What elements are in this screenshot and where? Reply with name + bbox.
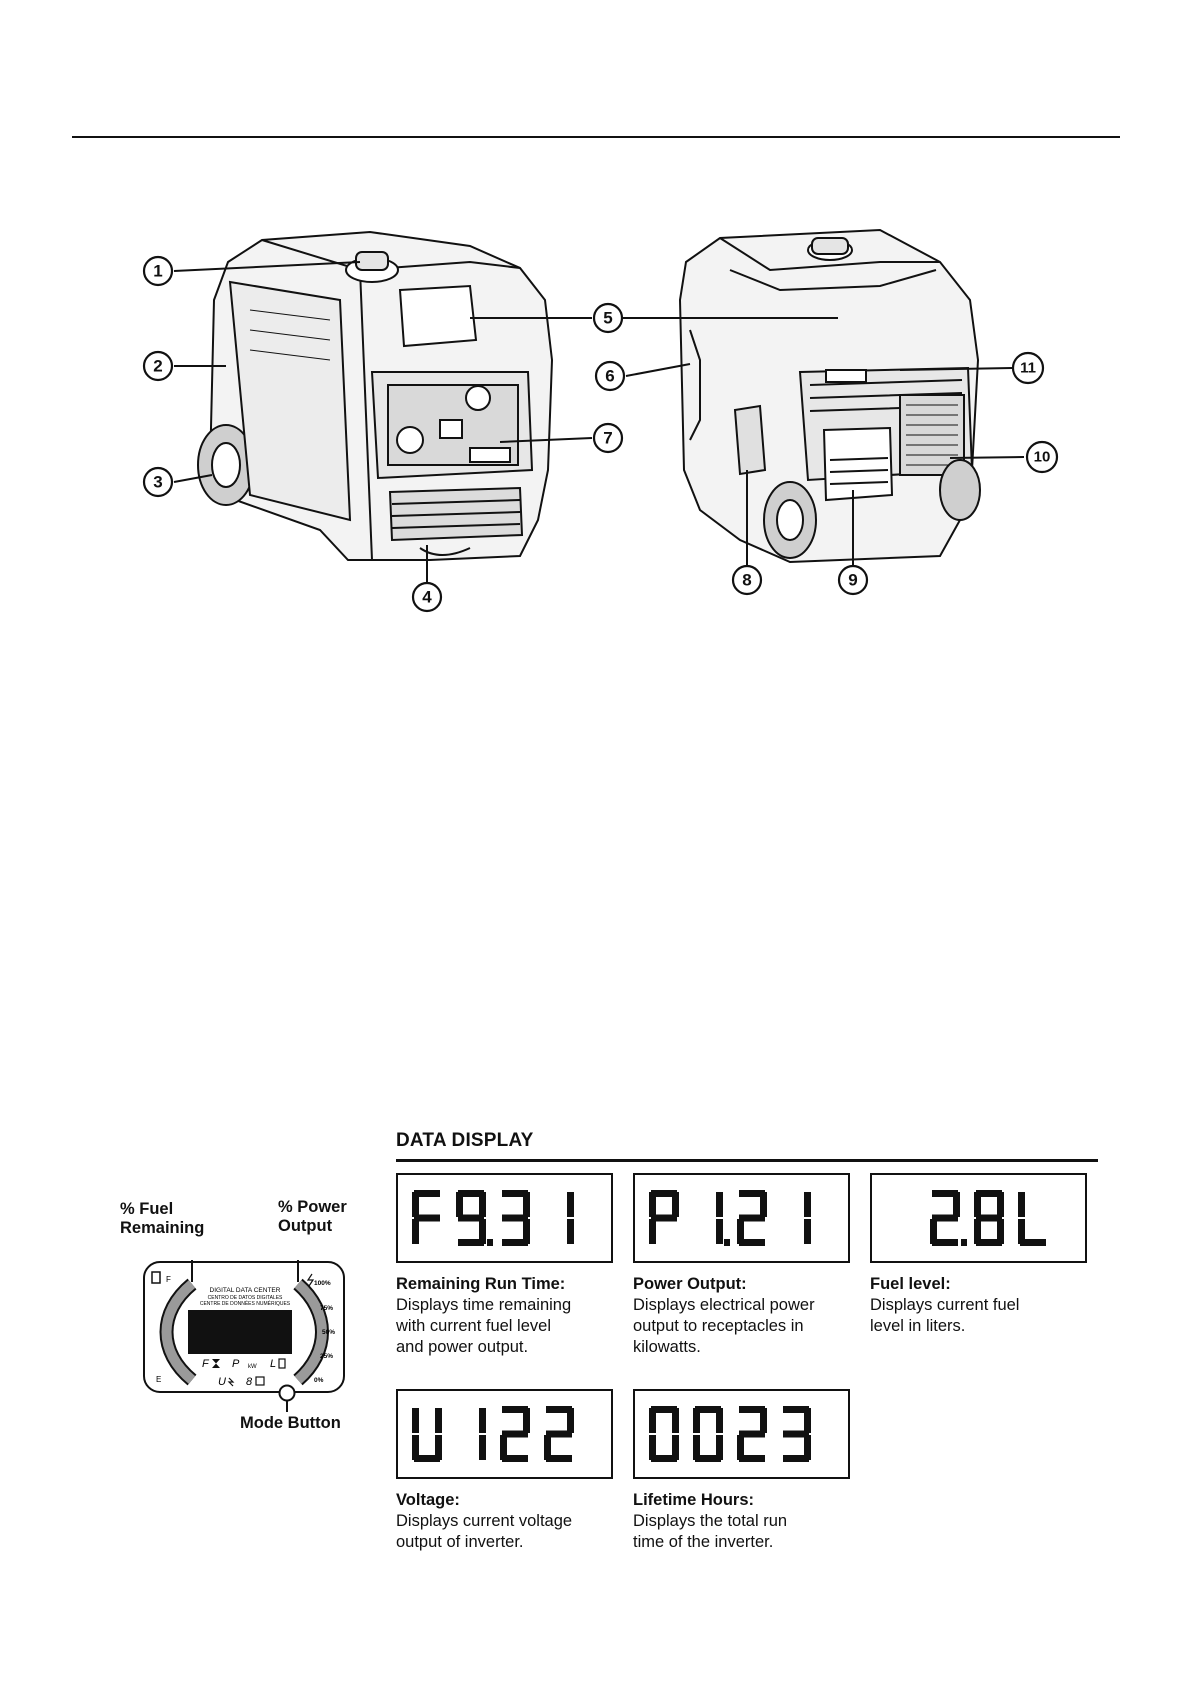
lcd-digits xyxy=(398,1175,611,1261)
mode-l-indicator: L xyxy=(270,1358,277,1370)
lcd-segment xyxy=(672,1192,679,1217)
panel-header-line2: CENTRO DE DATOS DIGITALES xyxy=(207,1295,283,1301)
caption-lifetime-hours xyxy=(633,1490,858,1553)
generator-illustrations xyxy=(0,0,1191,640)
mode-button[interactable] xyxy=(280,1386,295,1401)
lcd-segment xyxy=(997,1192,1004,1217)
caption-title: Power Output: xyxy=(633,1275,747,1293)
lcd-segment xyxy=(567,1192,574,1217)
lcd-segment xyxy=(1020,1239,1046,1246)
power-label-line2: Output xyxy=(278,1217,333,1235)
lcd-segment xyxy=(932,1239,958,1246)
caption-line: Displays time remaining xyxy=(396,1296,572,1314)
caption-line: Displays current voltage xyxy=(396,1512,573,1530)
caption-line: level in liters. xyxy=(870,1317,966,1335)
generator-rear-view xyxy=(680,230,980,562)
power-tick-0: 0% xyxy=(314,1377,324,1384)
power-tick-50: 50% xyxy=(322,1329,336,1336)
lcd-segment xyxy=(672,1408,679,1433)
caption-line: output of inverter. xyxy=(396,1533,524,1551)
panel-lcd-screen xyxy=(188,1310,292,1354)
lcd-segment xyxy=(435,1408,442,1433)
power-output-label xyxy=(278,1198,347,1236)
lcd-lifetime-hours xyxy=(633,1389,850,1479)
caption-line: kilowatts. xyxy=(633,1338,701,1356)
lcd-digits xyxy=(635,1175,848,1261)
lcd-segment xyxy=(804,1219,811,1244)
lcd-power-output xyxy=(633,1173,850,1263)
svg-text:2: 2 xyxy=(153,356,163,376)
lcd-segment xyxy=(458,1239,484,1246)
lcd-segment xyxy=(649,1219,656,1244)
lcd-segment xyxy=(974,1219,981,1244)
lcd-segment xyxy=(716,1192,723,1217)
svg-text:6: 6 xyxy=(605,366,615,386)
lcd-segment xyxy=(760,1408,767,1433)
caption-line: time of the inverter. xyxy=(633,1533,774,1551)
callout-8 xyxy=(733,566,761,594)
callout-5 xyxy=(594,304,622,332)
lcd-segment xyxy=(739,1455,765,1462)
caption-voltage xyxy=(396,1490,621,1553)
svg-text:10: 10 xyxy=(1033,448,1051,466)
lcd-segment xyxy=(412,1408,419,1433)
lcd-segment xyxy=(716,1408,723,1433)
lcd-decimal-point xyxy=(487,1239,493,1246)
lcd-segment xyxy=(716,1219,723,1244)
callout-10 xyxy=(1027,442,1057,472)
lcd-voltage xyxy=(396,1389,613,1479)
lcd-segment xyxy=(479,1192,486,1217)
callout-6 xyxy=(596,362,624,390)
data-display-rule xyxy=(396,1159,1098,1162)
caption-line: with current fuel level xyxy=(396,1317,551,1335)
caption-line: output to receptacles in xyxy=(633,1317,804,1335)
clock-icon xyxy=(256,1377,264,1385)
lcd-segment xyxy=(458,1215,484,1222)
power-tick-100: 100% xyxy=(314,1280,331,1287)
lcd-digits xyxy=(635,1391,848,1477)
svg-text:5: 5 xyxy=(603,308,613,328)
lcd-segment xyxy=(804,1408,811,1433)
lcd-segment xyxy=(412,1219,419,1244)
digital-data-center-panel xyxy=(130,1240,370,1420)
lcd-segment xyxy=(567,1408,574,1433)
svg-text:7: 7 xyxy=(603,428,613,448)
svg-text:9: 9 xyxy=(848,570,858,590)
mode-f-indicator: F xyxy=(202,1358,209,1370)
caption-power-output xyxy=(633,1274,863,1358)
callout-1 xyxy=(144,257,172,285)
lcd-segment xyxy=(693,1435,700,1460)
mode-kw-unit: kW xyxy=(248,1364,257,1370)
lcd-decimal-point xyxy=(724,1239,730,1246)
fuel-label-line2: Remaining xyxy=(120,1219,205,1237)
lcd-segment xyxy=(412,1192,419,1217)
lcd-segment xyxy=(693,1408,700,1433)
lcd-segment xyxy=(502,1455,528,1462)
callout-4 xyxy=(413,583,441,611)
lcd-segment xyxy=(953,1192,960,1217)
svg-text:3: 3 xyxy=(153,472,163,492)
caption-line: Displays current fuel xyxy=(870,1296,1020,1314)
lcd-segment xyxy=(649,1408,656,1433)
callout-7 xyxy=(594,424,622,452)
mode-button-label: Mode Button xyxy=(240,1414,341,1432)
fuel-empty-marker: E xyxy=(156,1375,162,1384)
lcd-segment xyxy=(974,1192,981,1217)
lcd-segment xyxy=(739,1239,765,1246)
caption-title: Lifetime Hours: xyxy=(633,1491,755,1509)
lcd-decimal-point xyxy=(961,1239,967,1246)
power-tick-75: 75% xyxy=(320,1305,334,1312)
fuel-can-icon xyxy=(279,1359,285,1368)
callout-11 xyxy=(1013,353,1043,383)
callout-3 xyxy=(144,468,172,496)
lcd-segment xyxy=(456,1192,463,1217)
caption-title: Voltage: xyxy=(396,1491,460,1509)
lcd-fuel-level xyxy=(870,1173,1087,1263)
power-tick-25: 25% xyxy=(320,1353,334,1360)
fuel-pump-icon xyxy=(152,1272,160,1283)
lcd-segment xyxy=(783,1455,809,1462)
lcd-segment xyxy=(546,1455,572,1462)
panel-header-line1: DIGITAL DATA CENTER xyxy=(209,1287,281,1294)
caption-title: Fuel level: xyxy=(870,1275,951,1293)
lcd-segment xyxy=(760,1192,767,1217)
lcd-segment xyxy=(502,1239,528,1246)
mode-8-indicator: 8 xyxy=(246,1376,253,1388)
lcd-segment xyxy=(523,1408,530,1433)
caption-line: and power output. xyxy=(396,1338,529,1356)
lcd-segment xyxy=(804,1192,811,1217)
data-display-title: DATA DISPLAY xyxy=(396,1130,534,1151)
svg-text:8: 8 xyxy=(742,570,752,590)
lcd-segment xyxy=(649,1192,656,1217)
lcd-segment xyxy=(479,1408,486,1433)
panel-header-line3: CENTRE DE DONNÉES NUMÉRIQUES xyxy=(199,1301,291,1307)
svg-text:11: 11 xyxy=(1020,359,1036,377)
generator-front-view xyxy=(198,232,552,560)
svg-text:1: 1 xyxy=(153,261,163,281)
caption-line: Displays the total run xyxy=(633,1512,788,1530)
caption-title: Remaining Run Time: xyxy=(396,1275,566,1293)
callout-2 xyxy=(144,352,172,380)
caption-line: Displays electrical power xyxy=(633,1296,815,1314)
power-label-line1: % Power xyxy=(278,1198,347,1216)
callout-9 xyxy=(839,566,867,594)
lcd-segment xyxy=(567,1219,574,1244)
lcd-segment xyxy=(523,1192,530,1217)
lcd-remaining-run-time xyxy=(396,1173,613,1263)
lcd-segment xyxy=(976,1215,1002,1222)
lcd-segment xyxy=(479,1435,486,1460)
fuel-full-marker: F xyxy=(166,1275,171,1284)
lcd-digits xyxy=(398,1391,611,1477)
mode-p-indicator: P xyxy=(232,1358,240,1370)
mode-u-indicator: U xyxy=(218,1376,226,1388)
lcd-segment xyxy=(649,1435,656,1460)
lcd-digits xyxy=(872,1175,1085,1261)
lcd-segment xyxy=(435,1435,442,1460)
fuel-label-line1: % Fuel xyxy=(120,1200,174,1218)
svg-text:4: 4 xyxy=(422,587,432,607)
fuel-remaining-label xyxy=(120,1200,204,1238)
caption-fuel-level xyxy=(870,1274,1095,1337)
lcd-segment xyxy=(1018,1192,1025,1217)
caption-remaining-run-time xyxy=(396,1274,621,1358)
